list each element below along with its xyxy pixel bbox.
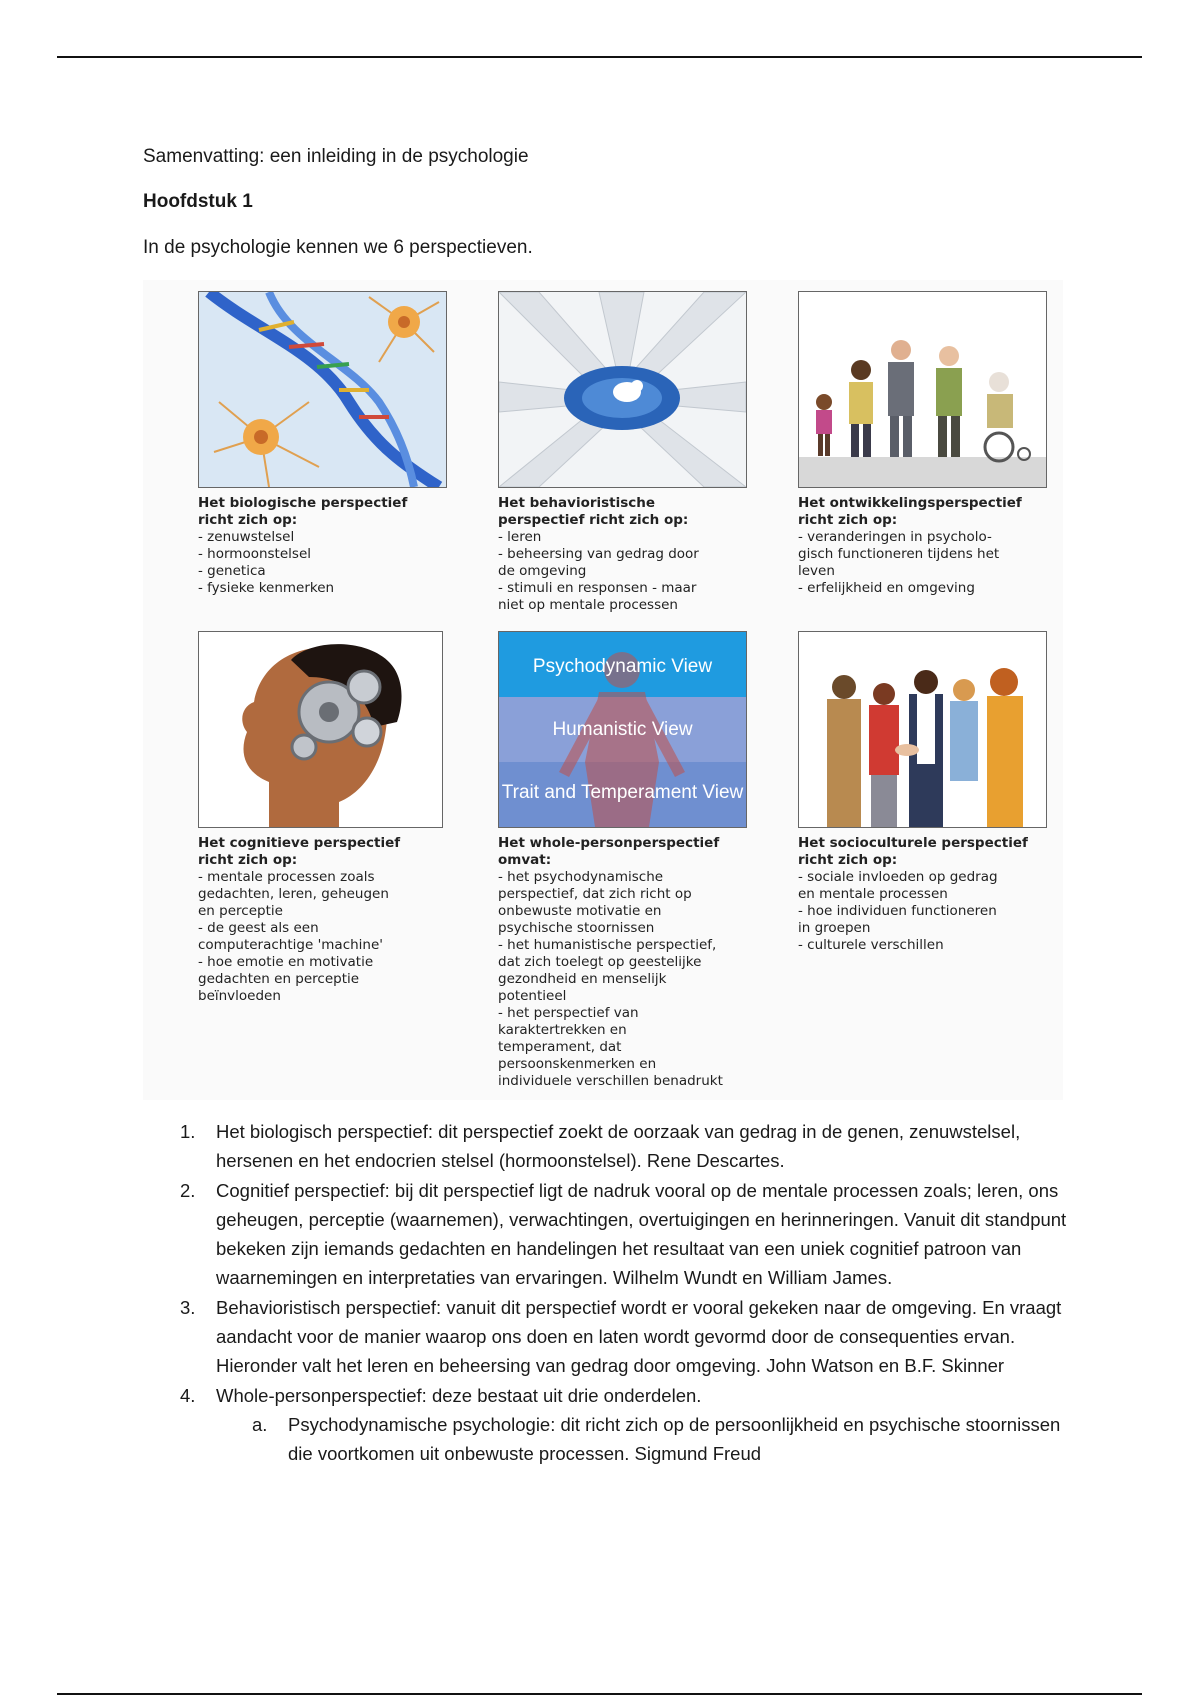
chapter-heading: Hoofdstuk 1 xyxy=(143,191,253,212)
panel-behaviorist-item: - leren xyxy=(498,529,753,546)
panel-whole-person-title: Het whole-personperspectief omvat: xyxy=(498,835,720,868)
sub-list xyxy=(180,1410,1080,1469)
panel-whole-person-item: - het psychodynamische perspectief, dat zich richt op onbewuste motivatie en psychische stoornissen xyxy=(498,869,768,937)
panel-sociocultural-item: - hoe individuen functioneren in groepen xyxy=(798,903,1058,937)
panel-development-caption xyxy=(798,495,1053,597)
view-label-trait-temperament: Trait and Temperament View xyxy=(501,782,744,803)
gear-head-illustration xyxy=(198,631,443,828)
panel-whole-person-item: - het perspectief van karaktertrekken en temperament, dat persoonskenmerken en individuele verschillen benadrukt xyxy=(498,1005,768,1090)
panel-biological-item: - hormoonstelsel xyxy=(198,546,448,563)
panel-cognitive-item: - mentale processen zoals gedachten, leren, geheugen en perceptie xyxy=(198,869,448,920)
social-group-illustration xyxy=(798,631,1047,828)
list-item xyxy=(180,1117,1080,1176)
panel-behaviorist-item: - beheersing van gedrag door de omgeving xyxy=(498,546,753,580)
list-item-number: 1. xyxy=(180,1121,196,1142)
view-label-humanistic: Humanistic View xyxy=(552,719,693,740)
panel-biological-item: - fysieke kenmerken xyxy=(198,580,448,597)
list-item-number: 2. xyxy=(180,1179,196,1201)
panel-whole-person-item: - het humanistische perspectief, dat zich toelegt op geestelijke gezondheid en menselijk potentieel xyxy=(498,937,768,1005)
intro-paragraph: In de psychologie kennen we 6 perspectieven. xyxy=(143,237,533,258)
list-item xyxy=(180,1176,1080,1293)
panel-behaviorist-item: - stimuli en responsen - maar niet op mentale processen xyxy=(498,580,753,614)
panel-cognitive-item: - de geest als een computerachtige 'machine' xyxy=(198,920,448,954)
sub-list-item-letter: a. xyxy=(252,1413,268,1435)
list-item-number: 3. xyxy=(180,1296,196,1318)
panel-cognitive-caption xyxy=(198,835,448,1005)
list-item-text: Cognitief perspectief: bij dit perspectief ligt de nadruk vooral op de mentale processen zoals; leren, ons geheugen, perceptie (waarnemen), verwachtingen, overtuigingen en herinneringen. Vanuit dit standpunt bekeken zijn iemands gedachten en handelingen het resultaat van een uniek cognitief patroon van waarnemingen en interpretaties van ervaringen. Wilhelm Wundt en William James. xyxy=(216,1179,1067,1289)
panel-sociocultural-title: Het socioculturele perspectief richt zich op: xyxy=(798,835,1028,868)
panel-sociocultural-item: - culturele verschillen xyxy=(798,937,1058,954)
view-label-psychodynamic: Psychodynamic View xyxy=(532,656,713,677)
panel-biological-title: Het biologische perspectief richt zich op: xyxy=(198,495,408,528)
life-stages-illustration xyxy=(798,291,1047,488)
sub-list-item xyxy=(180,1410,1080,1469)
panel-development-item: - erfelijkheid en omgeving xyxy=(798,580,1053,597)
panel-sociocultural-item: - sociale invloeden op gedrag en mentale processen xyxy=(798,869,1058,903)
panel-whole-person-caption xyxy=(498,835,768,1090)
panel-cognitive-item: - hoe emotie en motivatie gedachten en perceptie beïnvloeden xyxy=(198,954,448,1005)
panel-development-title: Het ontwikkelingsperspectief richt zich op: xyxy=(798,495,1022,528)
perspectives-list xyxy=(180,1117,1080,1469)
panel-behaviorist-caption xyxy=(498,495,753,614)
panel-biological-caption xyxy=(198,495,448,597)
panel-development-item: - veranderingen in psycholo- gisch functioneren tijdens het leven xyxy=(798,529,1053,580)
panel-cognitive-title: Het cognitieve perspectief richt zich op: xyxy=(198,835,401,868)
header-rule xyxy=(57,56,1142,58)
list-item-text: Het biologisch perspectief: dit perspectief zoekt de oorzaak van gedrag in de genen, zenuwstelsel, hersenen en het endocrien stelsel (hormoonstelsel). Rene Descartes. xyxy=(216,1121,1021,1172)
panel-biological-item: - genetica xyxy=(198,563,448,580)
rat-maze-illustration xyxy=(498,291,747,488)
list-item xyxy=(180,1381,1080,1469)
list-item-text: Behavioristisch perspectief: vanuit dit perspectief wordt er vooral gekeken naar de omgeving. En vraagt aandacht voor de manier waarop ons doen en laten wordt gevormd door de consequenties ervan. Hieronder valt het leren en beheersing van gedrag door omgeving. John Watson en B.F. Skinner xyxy=(216,1296,1062,1377)
document-title: Samenvatting: een inleiding in de psychologie xyxy=(143,146,529,167)
list-item-text: Whole-personperspectief: deze bestaat uit drie onderdelen. xyxy=(216,1384,702,1406)
panel-behaviorist-title: Het behavioristische perspectief richt zich op: xyxy=(498,495,689,528)
dna-neuron-illustration xyxy=(198,291,447,488)
whole-person-views-illustration xyxy=(498,631,747,828)
panel-sociocultural-caption xyxy=(798,835,1058,954)
perspectives-figure xyxy=(143,280,1063,1100)
footer-rule xyxy=(57,1693,1142,1695)
sub-list-item-text: Psychodynamische psychologie: dit richt zich op de persoonlijkheid en psychische stoornissen die voortkomen uit onbewuste processen. Sigmund Freud xyxy=(288,1413,1061,1465)
list-item xyxy=(180,1293,1080,1381)
list-item-number: 4. xyxy=(180,1384,196,1406)
panel-biological-item: - zenuwstelsel xyxy=(198,529,448,546)
